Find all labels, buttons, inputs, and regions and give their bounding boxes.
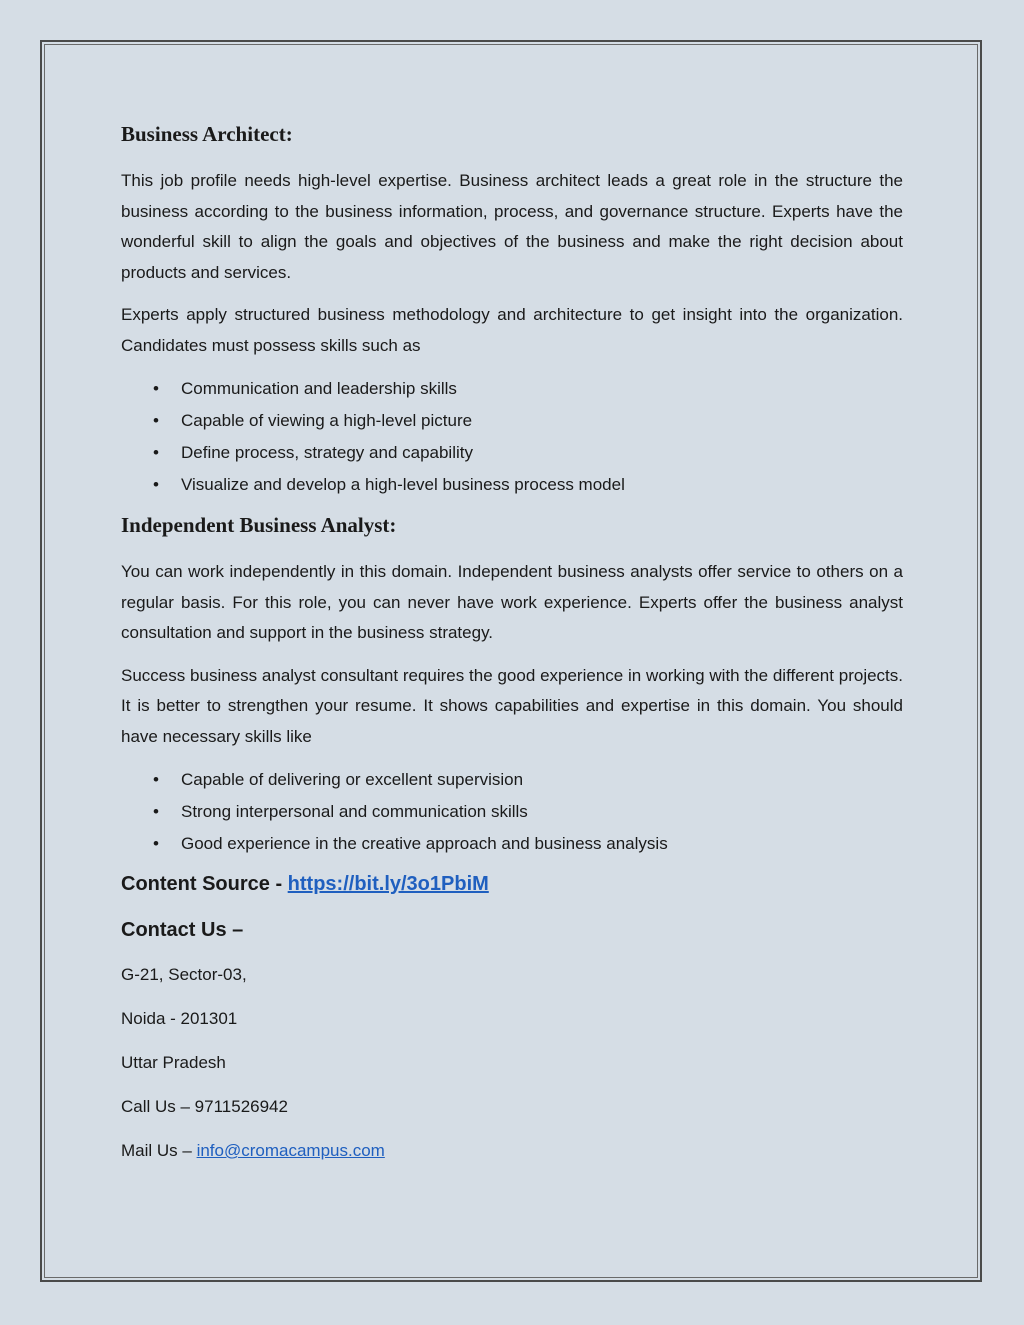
list-item-text: Communication and leadership skills: [181, 379, 457, 398]
list-item-text: Capable of delivering or excellent supervision: [181, 770, 524, 789]
content-source: [121, 868, 903, 900]
bullet-icon: •: [153, 802, 159, 821]
address-line-1: G-21, Sector-03,: [121, 965, 247, 984]
list-item: [121, 405, 903, 437]
list-item-text: Good experience in the creative approach and business analysis: [181, 834, 668, 853]
content-source-link[interactable]: https://bit.ly/3o1PbiM: [287, 873, 489, 895]
bullet-icon: •: [153, 379, 159, 398]
section-heading-independent-business-analyst: Independent Business Analyst:: [121, 513, 397, 537]
document-content: [121, 118, 903, 1180]
content-source-label: Content Source -: [121, 873, 288, 895]
bullet-icon: •: [153, 411, 159, 430]
list-item-text: Strong interpersonal and communication skills: [181, 802, 528, 821]
section-heading-business-architect: Business Architect:: [121, 122, 293, 146]
bullet-icon: •: [153, 475, 159, 494]
paragraph: Experts apply structured business methodology and architecture to get insight into the organization. Candidates must possess skills such as: [121, 305, 903, 355]
address-line-2: Noida - 201301: [121, 1009, 238, 1028]
address-line-3: Uttar Pradesh: [121, 1053, 226, 1072]
skills-list-independent-analyst: [121, 764, 903, 860]
list-item: [121, 796, 903, 828]
list-item-text: Capable of viewing a high-level picture: [181, 411, 473, 430]
bullet-icon: •: [153, 770, 159, 789]
mail-line: [121, 1136, 903, 1166]
paragraph: This job profile needs high-level expertise. Business architect leads a great role in the structure the business according to the business information, process, and governance structure. Experts have the wonderful skill to align the goals and objectives of the business and make the right decision about products and services.: [121, 171, 903, 282]
bullet-icon: •: [153, 443, 159, 462]
list-item-text: Visualize and develop a high-level business process model: [181, 475, 625, 494]
list-item: [121, 764, 903, 796]
skills-list-business-architect: [121, 373, 903, 501]
list-item: [121, 373, 903, 405]
list-item: [121, 828, 903, 860]
paragraph: You can work independently in this domain. Independent business analysts offer service to others on a regular basis. For this role, you can never have work experience. Experts offer the business analyst consultation and support in the business strategy.: [121, 562, 903, 642]
contact-heading: Contact Us –: [121, 919, 244, 941]
list-item: [121, 469, 903, 501]
bullet-icon: •: [153, 834, 159, 853]
email-link[interactable]: info@cromacampus.com: [196, 1141, 385, 1160]
list-item-text: Define process, strategy and capability: [181, 443, 473, 462]
list-item: [121, 437, 903, 469]
mail-label: Mail Us –: [121, 1141, 197, 1160]
call-line: Call Us – 9711526942: [121, 1097, 288, 1116]
paragraph: Success business analyst consultant requires the good experience in working with the different projects. It is better to strengthen your resume. It shows capabilities and expertise in this domain. You should have necessary skills like: [121, 665, 903, 746]
